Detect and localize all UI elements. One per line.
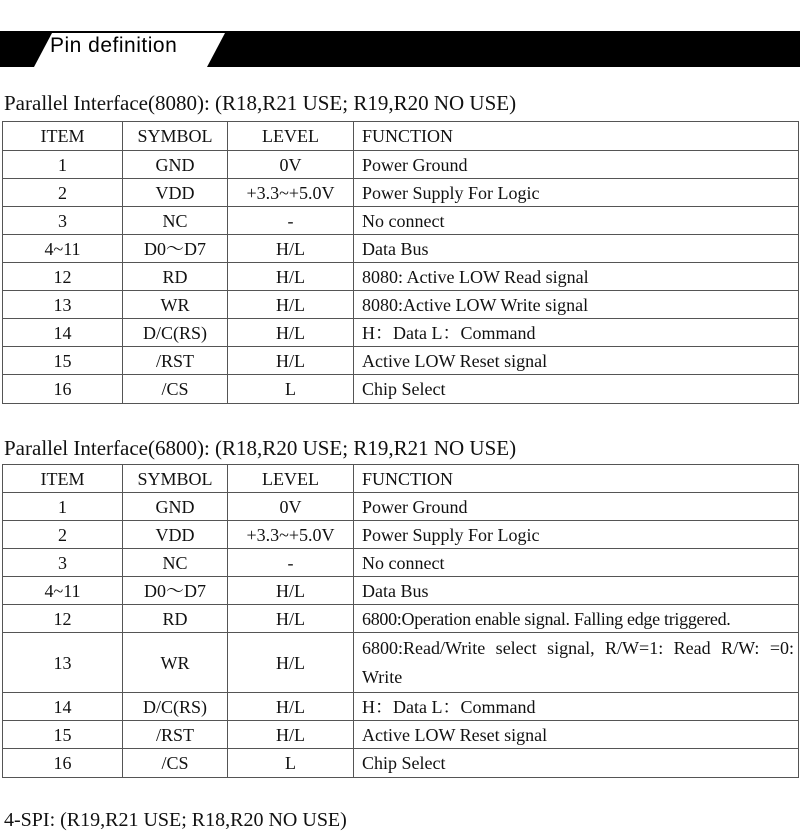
cell-function: 6800:Operation enable signal. Falling edge triggered. [354,605,799,633]
cell-function: Active LOW Reset signal [354,347,799,375]
cell-function: No connect [354,549,799,577]
cell-item: 12 [3,263,123,291]
cell-level: H/L [228,263,354,291]
cell-item: 4~11 [3,577,123,605]
cell-symbol: D0～D7 [123,235,228,263]
cell-function: Data Bus [354,577,799,605]
table-row [3,319,799,347]
cell-symbol: /CS [123,749,228,778]
cell-level: H/L [228,235,354,263]
cell-item: 2 [3,179,123,207]
table-row [3,577,799,605]
cell-level: H/L [228,605,354,633]
cell-level: H/L [228,347,354,375]
cell-function: Power Supply For Logic [354,179,799,207]
cell-item: 3 [3,207,123,235]
table-row [3,521,799,549]
banner-title: Pin definition [50,34,178,57]
table-header-row [3,122,799,151]
cell-item: 14 [3,319,123,347]
cell-item: 16 [3,749,123,778]
cell-level: L [228,749,354,778]
table-row [3,291,799,319]
cell-symbol: D/C(RS) [123,319,228,347]
cell-symbol: /CS [123,375,228,404]
cell-symbol: GND [123,493,228,521]
cell-function: 8080: Active LOW Read signal [354,263,799,291]
cell-level: H/L [228,577,354,605]
table-row [3,151,799,179]
cell-item: 16 [3,375,123,404]
cell-level: +3.3~+5.0V [228,179,354,207]
section-title-6800: Parallel Interface(6800): (R18,R20 USE; R19,R21 NO USE) [4,436,517,460]
cell-function: Chip Select [354,375,799,404]
cell-level: H/L [228,291,354,319]
cell-item: 3 [3,549,123,577]
cell-level: 0V [228,151,354,179]
col-header-function: FUNCTION [354,465,799,493]
table-row [3,375,799,404]
cell-level: +3.3~+5.0V [228,521,354,549]
table-row [3,235,799,263]
cell-level: L [228,375,354,404]
cell-symbol: WR [123,633,228,693]
section-title-4spi: 4-SPI: (R19,R21 USE; R18,R20 NO USE) [4,809,347,831]
cell-item: 13 [3,291,123,319]
table-row [3,493,799,521]
col-header-symbol: SYMBOL [123,465,228,493]
cell-symbol: /RST [123,721,228,749]
pin-table-6800 [2,464,799,778]
col-header-symbol: SYMBOL [123,122,228,151]
pin-table-8080 [2,121,799,404]
cell-level: - [228,549,354,577]
table-row [3,347,799,375]
cell-function: Chip Select [354,749,799,778]
table-row [3,693,799,721]
cell-item: 1 [3,151,123,179]
cell-level: H/L [228,633,354,693]
col-header-item: ITEM [3,122,123,151]
cell-symbol: D/C(RS) [123,693,228,721]
cell-level: H/L [228,319,354,347]
cell-function: Power Supply For Logic [354,521,799,549]
cell-function: H：Data L：Command [354,319,799,347]
cell-symbol: VDD [123,521,228,549]
cell-function: 8080:Active LOW Write signal [354,291,799,319]
cell-item: 15 [3,721,123,749]
col-header-item: ITEM [3,465,123,493]
cell-function: H：Data L：Command [354,693,799,721]
cell-function: No connect [354,207,799,235]
cell-level: - [228,207,354,235]
col-header-function: FUNCTION [354,122,799,151]
table-row [3,605,799,633]
table-row [3,179,799,207]
cell-item: 1 [3,493,123,521]
table-row [3,549,799,577]
cell-symbol: VDD [123,179,228,207]
cell-symbol: /RST [123,347,228,375]
cell-level: H/L [228,721,354,749]
col-header-level: LEVEL [228,122,354,151]
cell-item: 2 [3,521,123,549]
table-row [3,721,799,749]
col-header-level: LEVEL [228,465,354,493]
cell-symbol: RD [123,605,228,633]
cell-symbol: RD [123,263,228,291]
cell-function: Power Ground [354,151,799,179]
cell-item: 13 [3,633,123,693]
cell-function: Power Ground [354,493,799,521]
cell-symbol: GND [123,151,228,179]
table-row [3,263,799,291]
cell-symbol: NC [123,207,228,235]
section-title-8080: Parallel Interface(8080): (R18,R21 USE; R19,R20 NO USE) [4,91,517,115]
table-row [3,633,799,693]
cell-item: 14 [3,693,123,721]
cell-symbol: D0～D7 [123,577,228,605]
table-header-row [3,465,799,493]
cell-item: 4~11 [3,235,123,263]
cell-level: H/L [228,693,354,721]
cell-item: 15 [3,347,123,375]
cell-function: Active LOW Reset signal [354,721,799,749]
cell-level: 0V [228,493,354,521]
cell-item: 12 [3,605,123,633]
table-row [3,749,799,778]
cell-symbol: NC [123,549,228,577]
table-row [3,207,799,235]
cell-function: 6800:Read/Write select signal, R/W=1: Read R/W: =0: Write [354,633,799,693]
cell-function: Data Bus [354,235,799,263]
cell-symbol: WR [123,291,228,319]
